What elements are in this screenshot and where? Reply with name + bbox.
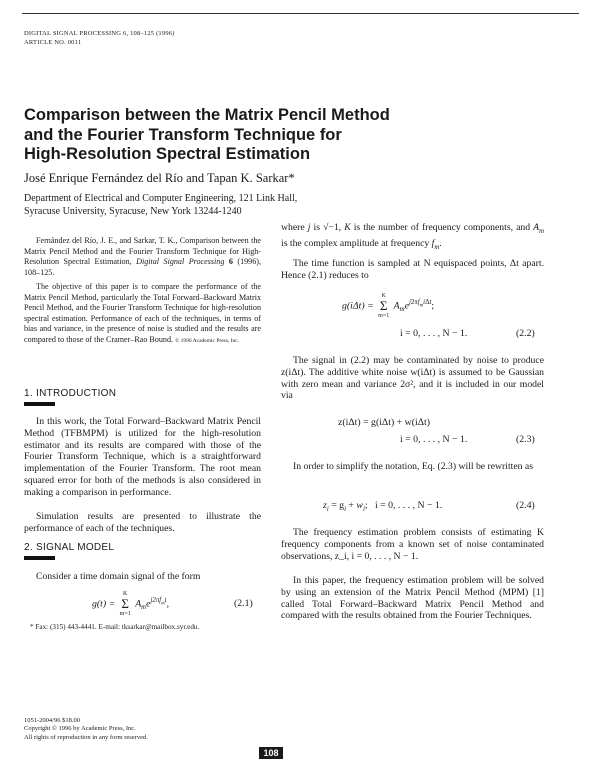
equation-number-2-3: (2.3) xyxy=(516,434,535,445)
equation-2-1: g(t) = K Σ m=1 $A_me^{j2\pi f_mt}$, xyxy=(92,591,170,617)
citation-journal: Digital Signal Processing xyxy=(136,257,225,267)
equation-number-2-4: (2.4) xyxy=(516,500,535,511)
intro-paragraph-2: Simulation results are presented to illustrate the performance of each of the techniques. xyxy=(24,511,261,534)
right-paragraph-4: In order to simplify the notation, Eq. (2.3) will be rewritten as xyxy=(293,461,533,472)
footnote: * Fax: (315) 443-4441. E-mail: tksarkar@mailbox.syr.edu. xyxy=(30,623,200,631)
abstract xyxy=(24,282,261,347)
affiliation-line-1: Department of Electrical and Computer Engineering, 121 Link Hall, xyxy=(24,193,298,204)
right-paragraph-5: The frequency estimation problem consists of estimating K frequency components from a known set of noise contaminated observations, z_i, i = 0, . . . , N − 1. xyxy=(281,527,544,562)
right-paragraph-2: The time function is sampled at N equispaced points, Δt apart. Hence (2.1) reduces to xyxy=(281,258,544,281)
section-heading-signal-model: 2. SIGNAL MODEL xyxy=(24,542,115,553)
equation-number-2-2: (2.2) xyxy=(516,328,535,339)
title-line-1: Comparison between the Matrix Pencil Method xyxy=(24,106,390,124)
equation-number-2-1: (2.1) xyxy=(234,598,253,609)
intro-paragraph-1: In this work, the Total Forward–Backward Matrix Pencil Method (TFBMPM) is utilized for the high-resolution estimator and its results are compared with those of the Fourier Transform Technique, which is a straightforward implementation of the Fourier Transform. The root mean squared error for both of the methods is also considered in making a comparison in performance. xyxy=(24,416,261,498)
equation-2-4: $z_i = g_i + w_i$; i = 0, . . . , N − 1. xyxy=(323,500,443,513)
right-paragraph-1: where j is √−1, K is the number of frequency components, and $A_m$ is the complex amplitude at frequency $f_m$. xyxy=(281,222,544,251)
citation xyxy=(24,236,261,278)
section-bar xyxy=(24,402,55,406)
affiliation-line-2: Syracuse University, Syracuse, New York 13244-1240 xyxy=(24,205,242,217)
paper-title xyxy=(24,106,544,165)
citation-volume: 6 xyxy=(228,257,233,267)
abstract-copyright: © 1996 Academic Press, Inc. xyxy=(175,337,240,344)
abstract-text: The objective of this paper is to compare the performance of the Matrix Pencil Method, particularly the Total Forward–Backward Matrix Pencil Method, and the Fourier Transform Technique for high-resolution spectral estimation. Performance of each of the techniques, in terms of bias and variance, in the presence of noise is studied and the results are compared to those of the Cramer–Rao Bound. xyxy=(24,282,261,344)
top-rule xyxy=(22,13,579,14)
section-bar xyxy=(24,556,55,560)
right-paragraph-3: The signal in (2.2) may be contaminated by noise to produce z(iΔt). The additive white noise w(iΔt) is assumed to be Gaussian with zero mean and variance 2σ², and it is included in our model via xyxy=(281,355,544,402)
signal-paragraph-1: Consider a time domain signal of the form xyxy=(36,571,201,582)
article-number: ARTICLE NO. 0011 xyxy=(24,39,82,46)
summation-symbol: K Σ m=1 xyxy=(378,293,390,319)
citation-text: Fernández del Río, J. E., and Sarkar, T. K., Comparison between the Matrix Pencil Method and the Fourier Transform Technique for High-Resolution Spectral Estimation, xyxy=(24,236,261,267)
equation-2-3-condition: i = 0, . . . , N − 1. xyxy=(400,434,468,445)
title-line-3: High-Resolution Spectral Estimation xyxy=(24,145,311,163)
right-paragraph-6: In this paper, the frequency estimation problem will be solved by using an extension of the Matrix Pencil Method (MPM) [1] called Total Forward–Backward Matrix Pencil Method and compared with the results obtained from the Fourier Techniques. xyxy=(281,575,544,622)
page-number: 108 xyxy=(259,747,283,759)
copyright-block: 1051-2004/96 $18.00 Copyright © 1996 by Academic Press, Inc. All rights of reproduction in any form reserved. xyxy=(24,717,148,741)
affiliation xyxy=(24,193,297,218)
section-heading-introduction: 1. INTRODUCTION xyxy=(24,388,117,399)
title-line-2: and the Fourier Transform Technique for xyxy=(24,125,342,144)
equation-2-2-condition: i = 0, . . . , N − 1. xyxy=(400,328,468,339)
equation-2-3: z(iΔt) = g(iΔt) + w(iΔt) xyxy=(338,417,430,428)
journal-line: DIGITAL SIGNAL PROCESSING 6, 108–125 (1996) xyxy=(24,30,175,37)
equation-2-2: g(iΔt) = K Σ m=1 $A_me^{j2\pi f_mi\Delta t}$; xyxy=(342,293,435,319)
summation-symbol: K Σ m=1 xyxy=(119,591,131,617)
citation-rest: (1996), 108–125. xyxy=(24,257,261,277)
authors: José Enrique Fernández del Río and Tapan K. Sarkar* xyxy=(24,171,295,185)
